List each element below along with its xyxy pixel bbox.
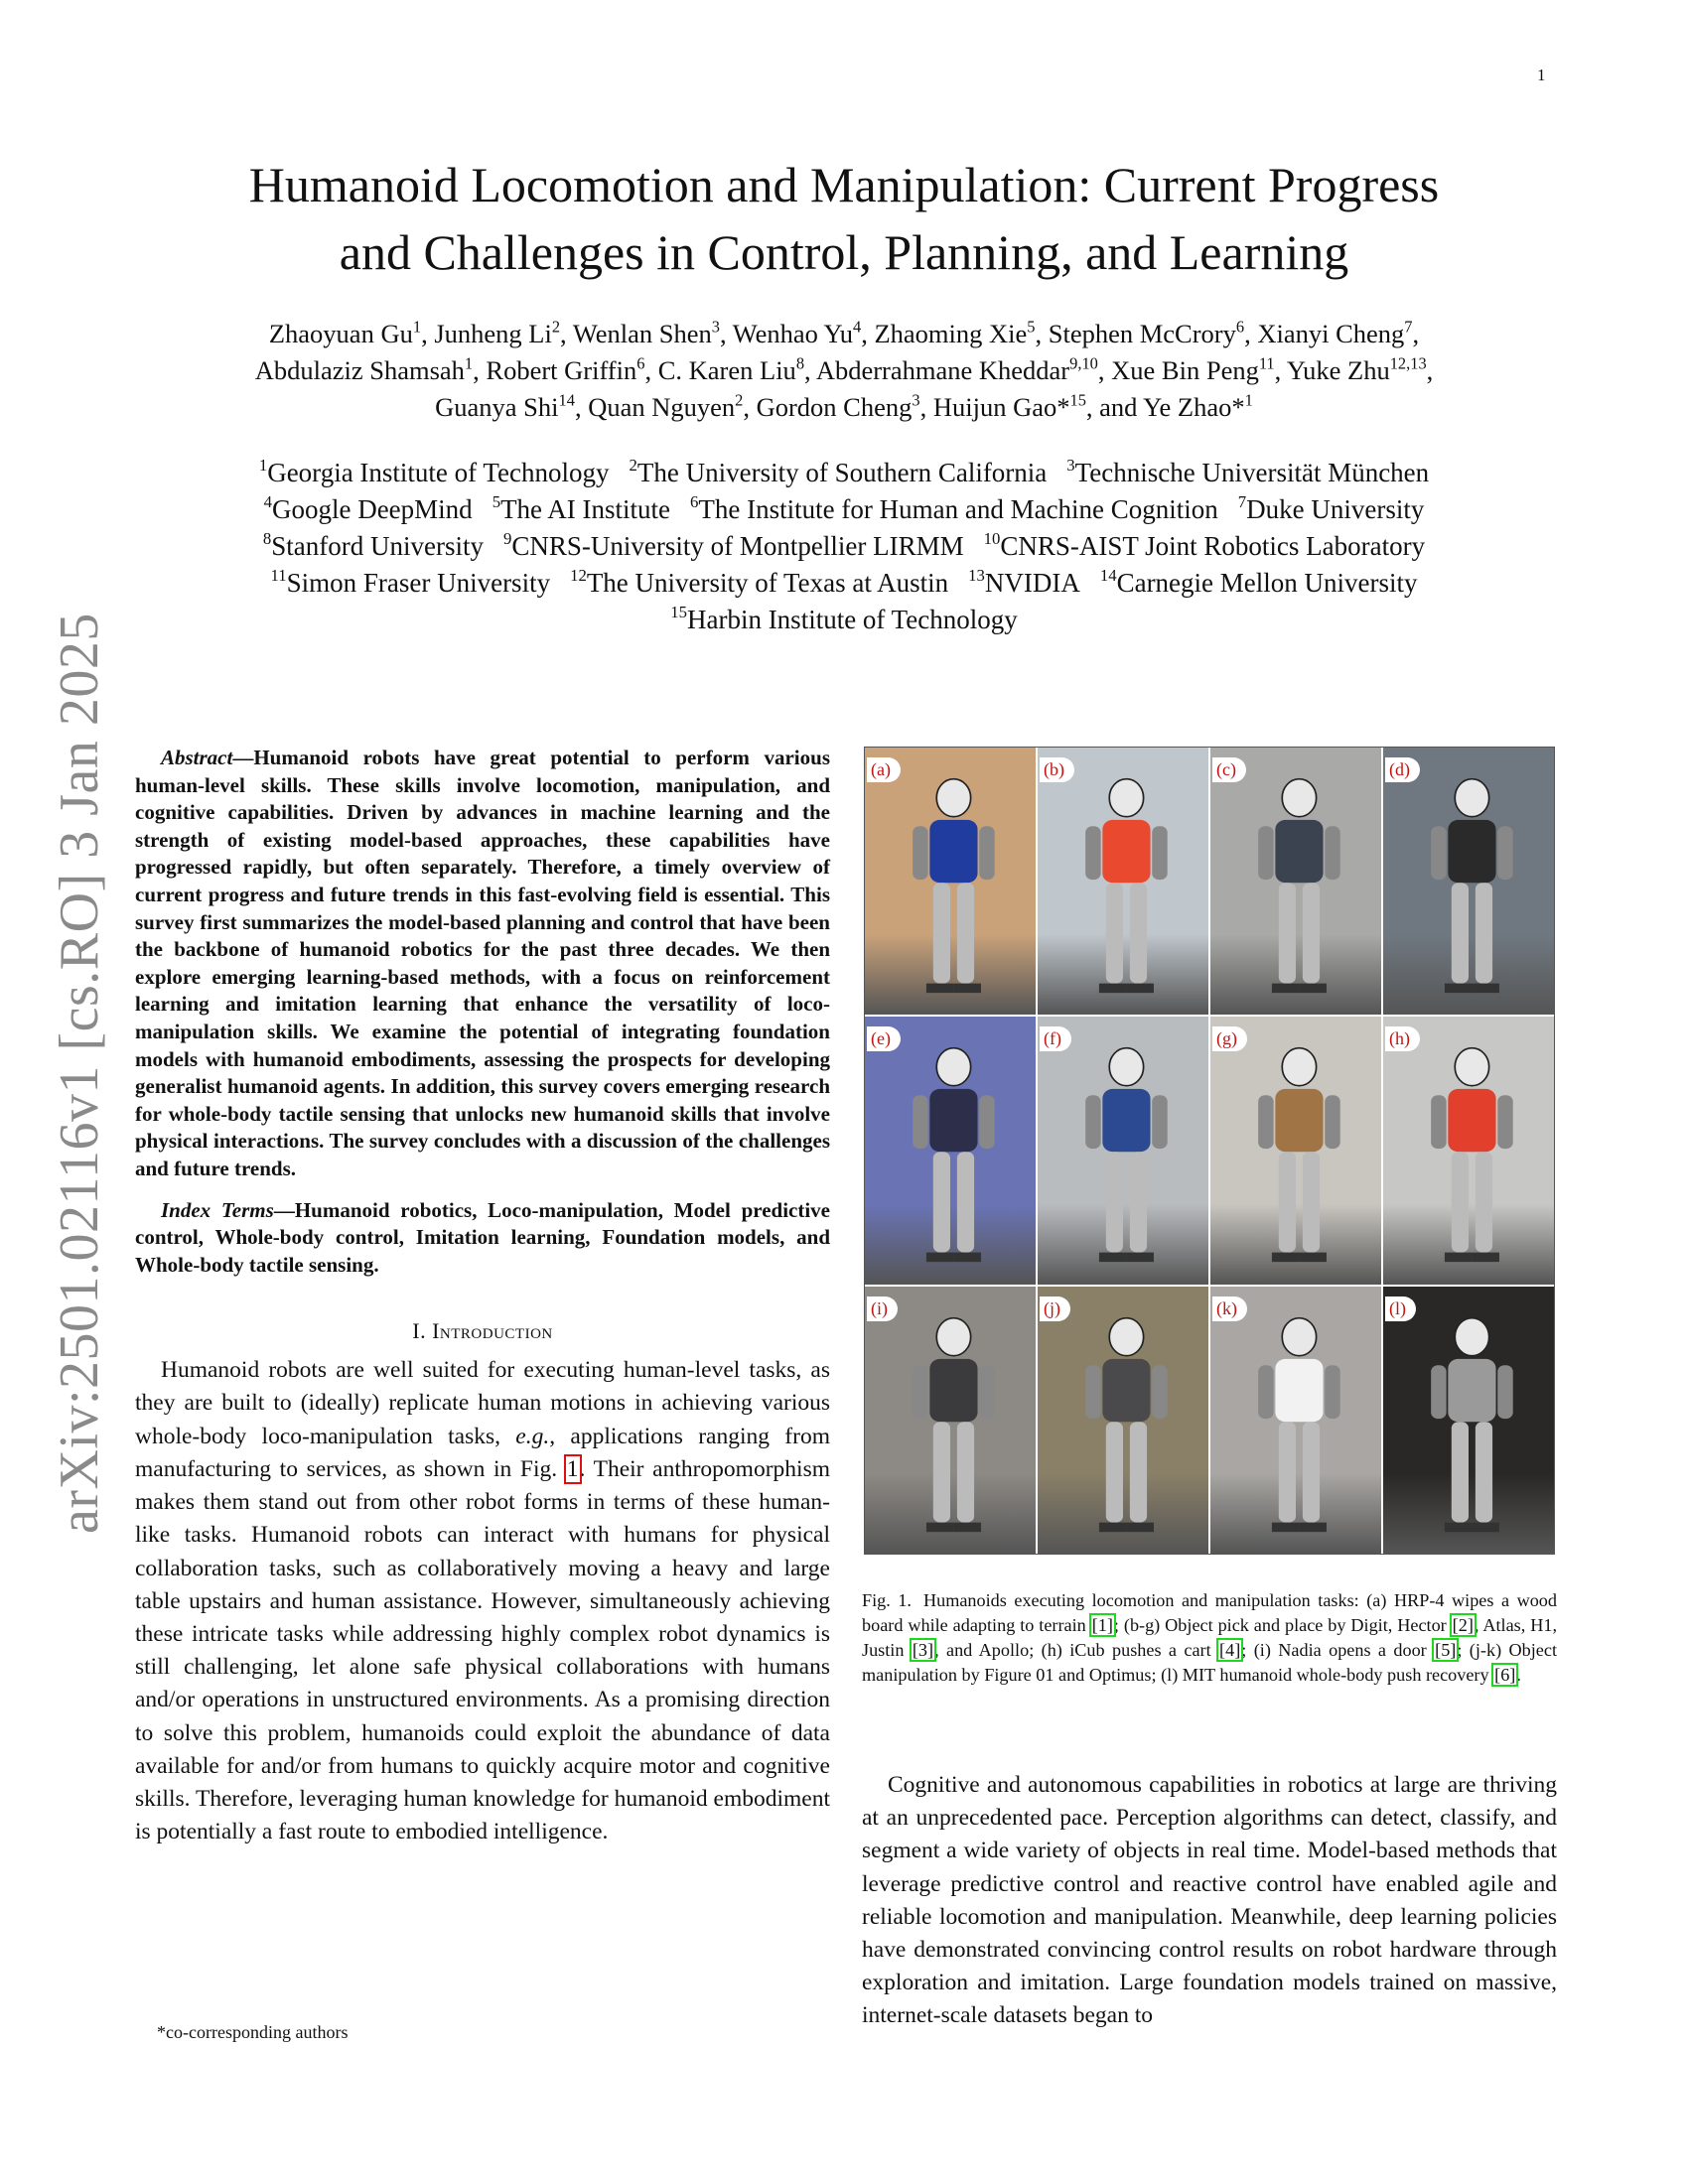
section-numeral: I. <box>412 1318 433 1344</box>
figure-panel <box>1038 1017 1208 1284</box>
affiliation-row <box>119 491 1569 528</box>
affiliation-name: NVIDIA <box>984 568 1080 598</box>
figure-panel <box>865 1017 1036 1284</box>
author-affiliation-marker: 11 <box>1258 353 1275 373</box>
affiliation-name: Georgia Institute of Technology <box>267 458 610 487</box>
robot-photo-icon <box>1038 748 1208 1015</box>
figure-panel <box>1038 1287 1208 1554</box>
affiliation-number: 15 <box>670 603 687 622</box>
author-affiliation-marker: 1 <box>1244 390 1253 410</box>
figure-panel <box>1210 1017 1381 1284</box>
right-column-text <box>862 1769 1557 2033</box>
author-name: C. Karen Liu <box>657 355 796 385</box>
index-terms <box>135 1197 830 1280</box>
left-column <box>135 745 830 1848</box>
intro-text: , applications ranging from manufacturing to services, as shown in Fig. <box>135 1423 830 1482</box>
index-terms-text: —Humanoid robotics, Loco-manipulation, Model predictive control, Whole-body control, Imitation learning, Foundation models, and Whole-body tactile sensing. <box>135 1197 830 1277</box>
affiliation <box>690 494 1218 524</box>
author-affiliation-marker: 14 <box>558 390 575 410</box>
author-affiliation-marker: 15 <box>1069 390 1086 410</box>
figure-1-grid <box>864 747 1555 1555</box>
caption-text: ; (i) Nadia opens a door <box>1241 1640 1435 1660</box>
robot-photo-icon <box>865 748 1036 1015</box>
title-line-2: and Challenges in Control, Planning, and Learning <box>339 224 1349 280</box>
author-name: Abderrahmane Kheddar <box>815 355 1070 385</box>
citation-link[interactable]: [1] <box>1091 1615 1113 1635</box>
figure-panel <box>1210 748 1381 1015</box>
author-affiliation-marker: 1 <box>412 317 422 337</box>
affiliation <box>1238 494 1425 524</box>
affiliation-row <box>119 455 1569 491</box>
author-affiliation-marker: 2 <box>551 317 561 337</box>
affiliation-number: 5 <box>492 492 501 512</box>
affiliation-name: Harbin Institute of Technology <box>686 605 1018 634</box>
figure-caption <box>862 1588 1557 1688</box>
author-name: Zhaoyuan Gu <box>268 319 413 348</box>
affiliation <box>570 568 948 598</box>
affiliation <box>630 458 1048 487</box>
affiliation-number: 6 <box>690 492 699 512</box>
abstract <box>135 745 830 1183</box>
affiliation <box>670 605 1018 634</box>
author-affiliation-marker: 12,13 <box>1389 353 1427 373</box>
author-affiliation-marker: 9,10 <box>1069 353 1098 373</box>
intro-text: Humanoid robots are well suited for executing human-level tasks, as they are built to (ideally) replicate human motions in achieving various whole-body loco-manipulation tasks, <box>135 1357 830 1449</box>
author-name: Robert Griffin <box>486 355 637 385</box>
author-name: Xue Bin Peng <box>1111 355 1259 385</box>
robot-photo-icon <box>1383 1017 1554 1284</box>
index-terms-label: Index Terms <box>161 1197 274 1222</box>
affiliation <box>984 531 1425 561</box>
figure-panel <box>1383 748 1554 1015</box>
figure-panel <box>1210 1287 1381 1554</box>
author-affiliation-marker: 2 <box>735 390 744 410</box>
affiliation-name: Duke University <box>1246 494 1425 524</box>
author-name: Guanya Shi <box>435 392 559 422</box>
author-affiliation-marker: 3 <box>711 317 720 337</box>
panel-label: (c) <box>1212 757 1246 782</box>
affiliation-name: The AI Institute <box>500 494 671 524</box>
figure-reference-link[interactable]: 1 <box>566 1455 579 1482</box>
arxiv-stamp[interactable]: arXiv:2501.02116v1 [cs.RO] 3 Jan 2025 <box>49 613 110 1534</box>
affiliation-name: Google DeepMind <box>271 494 473 524</box>
panel-label: (b) <box>1040 757 1074 782</box>
figure-panel <box>1038 748 1208 1015</box>
affiliation-name: CNRS-University of Montpellier LIRMM <box>511 531 964 561</box>
affiliation-number: 3 <box>1066 456 1075 476</box>
author-name: Junheng Li <box>434 319 552 348</box>
author-affiliation-marker: 7 <box>1404 317 1413 337</box>
affiliation <box>259 458 610 487</box>
citation-link[interactable]: [3] <box>912 1640 934 1660</box>
panel-label: (i) <box>867 1297 898 1321</box>
affiliation <box>1100 568 1418 598</box>
robot-photo-icon <box>865 1017 1036 1284</box>
intro-paragraph-1 <box>135 1354 830 1848</box>
section-title: Introduction <box>432 1318 553 1344</box>
affiliation <box>503 531 964 561</box>
affiliation <box>1066 458 1429 487</box>
intro-paragraph-2: Cognitive and autonomous capabilities in robotics at large are thriving at an unprecedented pace. Perception algorithms can detect, classify, and segment a wide variety of objects in real time. Model-based methods that leverage predictive control and reactive control have enabled agile and reliable locomotion and manipulation. Meanwhile, deep learning policies have demonstrated convincing control results on robot hardware through exploration and imitation. Large foundation models trained on massive, internet-scale datasets began to <box>862 1772 1557 2029</box>
caption-text: . <box>1516 1665 1521 1685</box>
footnote: *co-corresponding authors <box>157 2022 349 2042</box>
affiliation-number: 10 <box>983 529 1001 549</box>
panel-label: (g) <box>1212 1026 1247 1051</box>
affiliation <box>270 568 550 598</box>
affiliation-name: Stanford University <box>271 531 484 561</box>
author-name: Stephen McCrory <box>1048 319 1236 348</box>
caption-text: , Atlas, H1, Justin <box>862 1615 1557 1660</box>
author-affiliation-marker: 6 <box>636 353 645 373</box>
title-line-1: Humanoid Locomotion and Manipulation: Current Progress <box>248 157 1440 212</box>
intro-text: . Their anthropomorphism makes them stand out from other robot forms in terms of these human-like tasks. Humanoid robots can interact with humans for physical collaboration tasks, such as collaboratively moving a heavy and large table upstairs and human assistance. However, simultaneously achieving these intricate tasks while addressing highly complex robot dynamics is still challenging, let alone safe physical collaborations with humans and/or operations in unstructured environments. As a promising direction to solve this problem, humanoids could exploit the abundance of data available for and/or from humans to quickly acquire motor and cognitive skills. Therefore, leveraging human knowledge for humanoid embodiment is potentially a fast route to embodied intelligence. <box>135 1455 830 1845</box>
robot-photo-icon <box>1210 1287 1381 1554</box>
panel-label: (a) <box>867 757 901 782</box>
author-affiliation-marker: 8 <box>795 353 805 373</box>
page-number: 1 <box>1537 66 1546 84</box>
figure-panel <box>1383 1017 1554 1284</box>
affiliation-number: 8 <box>262 529 272 549</box>
panel-label: (e) <box>867 1026 901 1051</box>
author-name: Xianyi Cheng <box>1257 319 1405 348</box>
robot-photo-icon <box>1210 1017 1381 1284</box>
affiliation-name: The University of Texas at Austin <box>586 568 949 598</box>
affiliation <box>968 568 1080 598</box>
section-heading-introduction <box>135 1318 830 1344</box>
affiliation-number: 9 <box>503 529 512 549</box>
eg-abbrev: e.g. <box>515 1423 550 1449</box>
author-name: Wenhao Yu <box>732 319 853 348</box>
abstract-text: —Humanoid robots have great potential to perform various human-level skills. These skills involve locomotion, manipulation, and cognitive capabilities. Driven by advances in machine learning and the strength of existing model-based approaches, these capabilities have progressed rapidly, but often separately. Therefore, a timely overview of current progress and future trends in this fast-evolving field is essential. This survey first summarizes the model-based planning and control that have been the backbone of humanoid robotics for the past three decades. We then explore emerging learning-based methods, with a focus on reinforcement learning and imitation learning that enhance the versatility of loco-manipulation skills. We examine the potential of integrating foundation models with humanoid embodiments, assessing the prospects for developing generalist humanoid agents. In addition, this survey covers emerging research for whole-body tactile sensing that unlocks new humanoid skills that involve physical interactions. The survey concludes with a discussion of the challenges and future trends. <box>135 746 830 1180</box>
affiliation-name: CNRS-AIST Joint Robotics Laboratory <box>1000 531 1426 561</box>
affiliation <box>263 531 484 561</box>
affiliation <box>264 494 473 524</box>
panel-label: (l) <box>1385 1297 1416 1321</box>
affiliation-name: The Institute for Human and Machine Cognition <box>698 494 1218 524</box>
panel-label: (h) <box>1385 1026 1420 1051</box>
affiliation-number: 4 <box>263 492 272 512</box>
author-name: Gordon Cheng <box>756 392 913 422</box>
caption-text: ; (j-k) Object manipulation by Figure 01 and Optimus; (l) MIT humanoid whole-body push recovery <box>862 1640 1558 1685</box>
caption-text: , and Apollo; (h) iCub pushes a cart <box>934 1640 1219 1660</box>
affiliation-number: 7 <box>1237 492 1247 512</box>
robot-photo-icon <box>1038 1287 1208 1554</box>
author-name: Zhaoming Xie <box>874 319 1028 348</box>
caption-label: Fig. 1. <box>862 1590 912 1610</box>
author-name: Huijun Gao* <box>932 392 1070 422</box>
robot-photo-icon <box>1383 1287 1554 1554</box>
caption-text: ; (b-g) Object pick and place by Digit, Hector <box>1113 1615 1452 1635</box>
panel-label: (j) <box>1040 1297 1070 1321</box>
affiliation-name: Simon Fraser University <box>286 568 551 598</box>
author-name: Quan Nguyen <box>588 392 736 422</box>
affiliation-number: 2 <box>629 456 637 476</box>
author-affiliation-marker: 4 <box>852 317 862 337</box>
affiliation-name: Carnegie Mellon University <box>1116 568 1418 598</box>
affiliation-number: 13 <box>968 566 985 586</box>
author-name: Abdulaziz Shamsah <box>254 355 465 385</box>
panel-label: (k) <box>1212 1297 1247 1321</box>
panel-label: (f) <box>1040 1026 1071 1051</box>
figure-panel <box>865 748 1036 1015</box>
affiliation-row <box>119 565 1569 602</box>
affiliation-list <box>119 455 1569 638</box>
paper-title <box>99 151 1589 286</box>
author-affiliation-marker: 5 <box>1027 317 1036 337</box>
affiliation-number: 11 <box>270 566 287 586</box>
abstract-label: Abstract <box>161 746 233 769</box>
affiliation-number: 1 <box>258 456 268 476</box>
author-affiliation-marker: 3 <box>912 390 920 410</box>
affiliation <box>492 494 670 524</box>
citation-link[interactable]: [6] <box>1494 1665 1516 1685</box>
affiliation-name: The University of Southern California <box>636 458 1048 487</box>
author-name: Wenlan Shen <box>572 319 712 348</box>
affiliation-name: Technische Universität München <box>1074 458 1430 487</box>
figure-panel <box>1383 1287 1554 1554</box>
robot-photo-icon <box>1383 748 1554 1015</box>
author-name: Ye Zhao* <box>1143 392 1245 422</box>
caption-text: Humanoids executing locomotion and manipulation tasks: (a) HRP-4 wipes a wood board while adapting to terrain <box>862 1590 1557 1635</box>
robot-photo-icon <box>1210 748 1381 1015</box>
author-list: Zhaoyuan Gu$^1$, Junheng Li$^2$, Wenlan Shen$^3$, Wenhao Yu$^4$, Zhaoming Xie$^5$, Stephen McCrory$^6$, Xianyi Cheng$^7$, Abdulaziz Shamsah$^1$, Robert Griffin$^6$, C. Karen Liu$^8$, Abderrahmane Kheddar$^{9,10}$, Xue Bin Peng$^{11}$, Yuke Zhu$^{12,13}$, Guanya Shi$^{14}$, Quan Nguyen$^2$, Gordon Cheng$^3$, Huijun Gao*$^{15}$, and Ye Zhao*$^1$ <box>254 317 1434 422</box>
figure-panel <box>865 1287 1036 1554</box>
affiliation-row <box>119 528 1569 565</box>
affiliation-number: 14 <box>1099 566 1117 586</box>
citation-link[interactable]: [4] <box>1219 1640 1241 1660</box>
affiliation-row <box>119 602 1569 638</box>
robot-photo-icon <box>1038 1017 1208 1284</box>
affiliation-number: 12 <box>570 566 587 586</box>
author-affiliation-marker: 6 <box>1235 317 1245 337</box>
author-affiliation-marker: 1 <box>464 353 474 373</box>
panel-label: (d) <box>1385 757 1420 782</box>
citation-link[interactable]: [5] <box>1435 1640 1457 1660</box>
author-name: Yuke Zhu <box>1286 355 1390 385</box>
robot-photo-icon <box>865 1287 1036 1554</box>
citation-link[interactable]: [2] <box>1452 1615 1474 1635</box>
